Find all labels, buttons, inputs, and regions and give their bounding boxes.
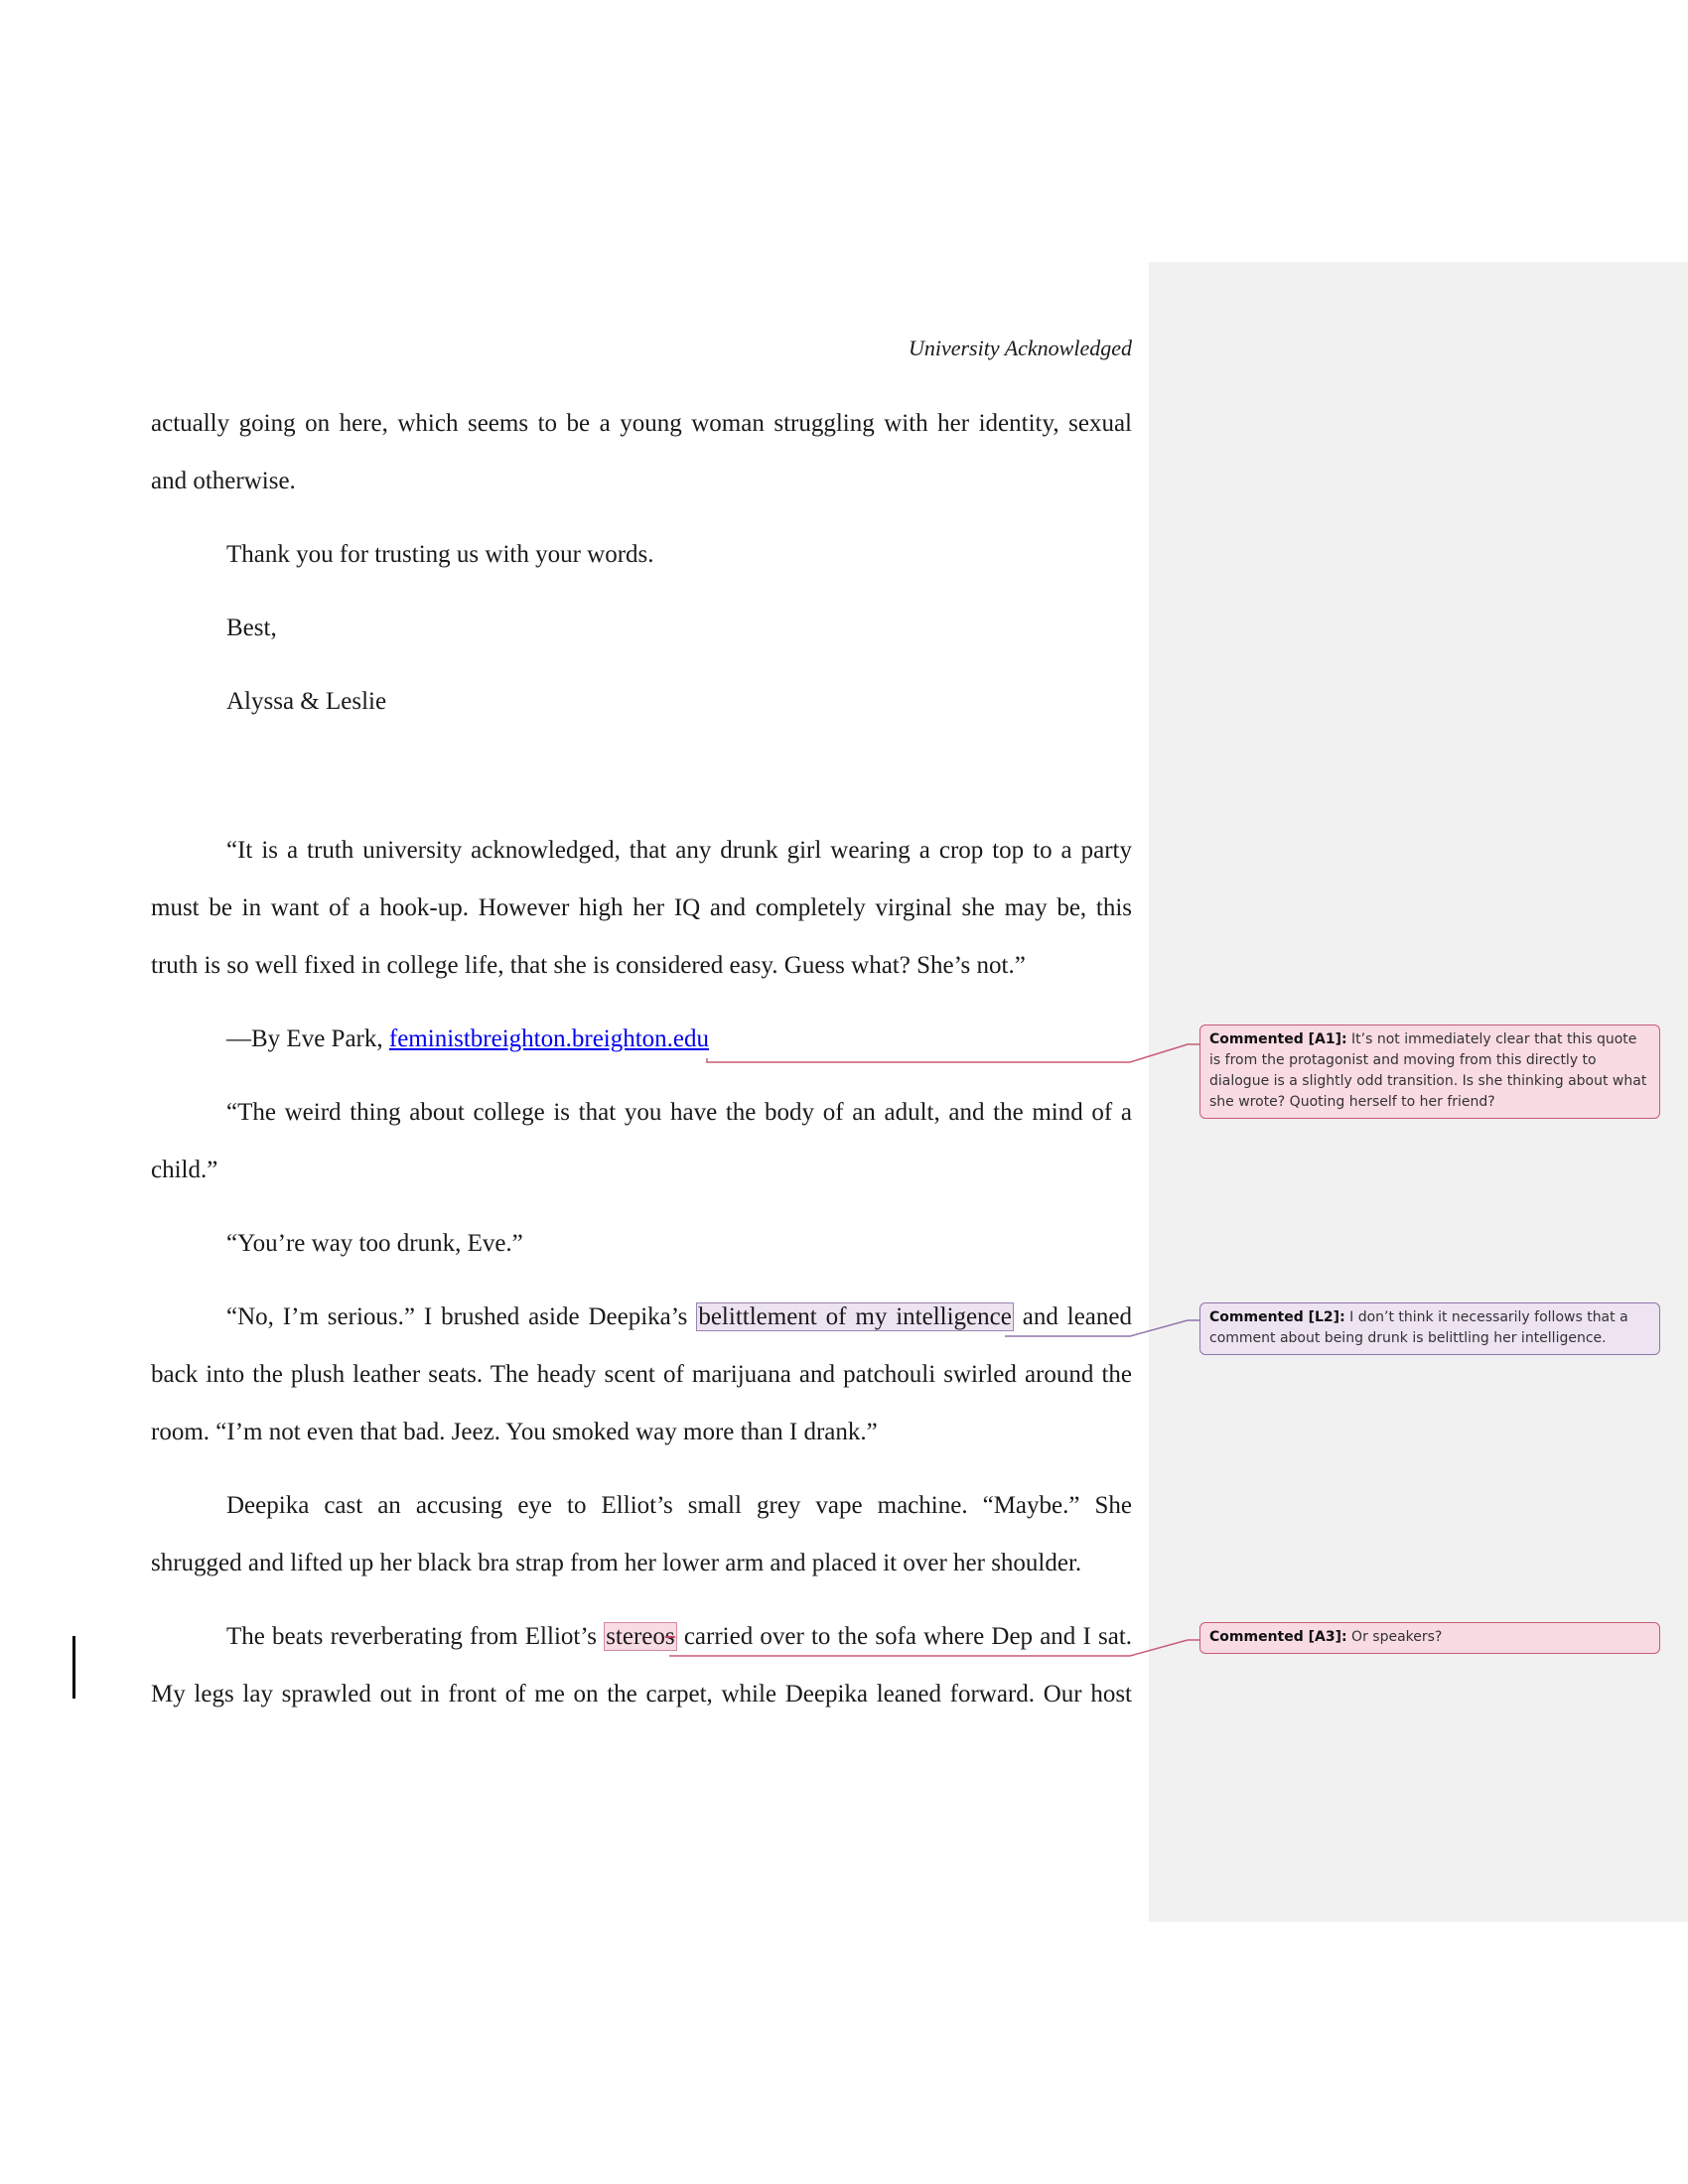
body-line[interactable]: room. “I’m not even that bad. Jeez. You smoked way more than I drank.” — [151, 1419, 878, 1445]
epigraph-line[interactable]: must be in want of a hook-up. However high her IQ and completely virginal she may be, this — [151, 894, 1132, 921]
body-line[interactable]: actually going on here, which seems to be a young woman struggling with her identity, sexual — [151, 410, 1132, 437]
comment-label: Commented [A3]: — [1209, 1629, 1347, 1645]
signature-line[interactable]: Alyssa & Leslie — [226, 688, 387, 715]
body-line[interactable]: shrugged and lifted up her black bra strap from her lower arm and placed it over her shoulder. — [151, 1550, 1082, 1576]
highlighted-word: stereo — [606, 1623, 665, 1650]
comment-balloon-l2[interactable] — [1199, 1302, 1660, 1355]
body-line[interactable]: My legs lay sprawled out in front of me on the carpet, while Deepika leaned forward. Our host — [151, 1681, 1132, 1707]
body-line[interactable]: “You’re way too drunk, Eve.” — [226, 1230, 523, 1257]
comment-text: It’s not immediately clear that this quote is from the protagonist and moving from this directly to dialogue is a slightly odd transition. Is she thinking about what she wrote? Quoting herself to her friend? — [1209, 1031, 1647, 1110]
body-line[interactable]: Thank you for trusting us with your words. — [226, 541, 654, 568]
comment-balloon-a1[interactable] — [1199, 1024, 1660, 1119]
body-line[interactable]: Deepika cast an accusing eye to Elliot’s small grey vape machine. “Maybe.” She — [226, 1492, 1132, 1519]
comment-balloon-a3[interactable] — [1199, 1622, 1660, 1654]
running-header: University Acknowledged — [908, 336, 1132, 360]
comment-text: Or speakers? — [1351, 1629, 1443, 1645]
tracked-deletion: s — [664, 1623, 675, 1650]
text-span: “No, I’m serious.” I brushed aside Deepika’s — [226, 1303, 697, 1330]
comment-label: Commented [A1]: — [1209, 1031, 1347, 1047]
epigraph-line[interactable]: truth is so well fixed in college life, that she is considered easy. Guess what? She’s not.” — [151, 952, 1026, 979]
text-span: The beats reverberating from Elliot’s — [226, 1623, 605, 1650]
body-line[interactable]: and otherwise. — [151, 468, 296, 494]
body-line[interactable]: back into the plush leather seats. The heady scent of marijuana and patchouli swirled around the — [151, 1361, 1132, 1388]
comment-label: Commented [L2]: — [1209, 1309, 1345, 1325]
comment-anchor-l2[interactable]: belittlement of my intelligence — [698, 1303, 1012, 1330]
body-line[interactable] — [226, 1300, 1132, 1334]
attribution-line[interactable] — [226, 1023, 1132, 1056]
text-span: carried over to the sofa where Dep and I sat. — [676, 1623, 1133, 1650]
comment-text: I don’t think it necessarily follows that a comment about being drunk is belittling her intelligence. — [1209, 1309, 1628, 1346]
epigraph-line[interactable]: “It is a truth university acknowledged, that any drunk girl wearing a crop top to a party — [226, 837, 1132, 864]
body-line[interactable] — [226, 1620, 1132, 1654]
body-line[interactable]: Best, — [226, 614, 277, 641]
comment-anchor-a3[interactable] — [604, 1622, 676, 1651]
text-span: and leaned — [1013, 1303, 1132, 1330]
body-line[interactable]: “The weird thing about college is that you have the body of an adult, and the mind of a — [226, 1099, 1132, 1126]
change-bar — [72, 1636, 75, 1699]
attribution-prefix: —By Eve Park, — [226, 1025, 389, 1052]
body-line[interactable]: child.” — [151, 1157, 218, 1183]
attribution-link[interactable]: feministbreighton.breighton.edu — [388, 1025, 710, 1052]
